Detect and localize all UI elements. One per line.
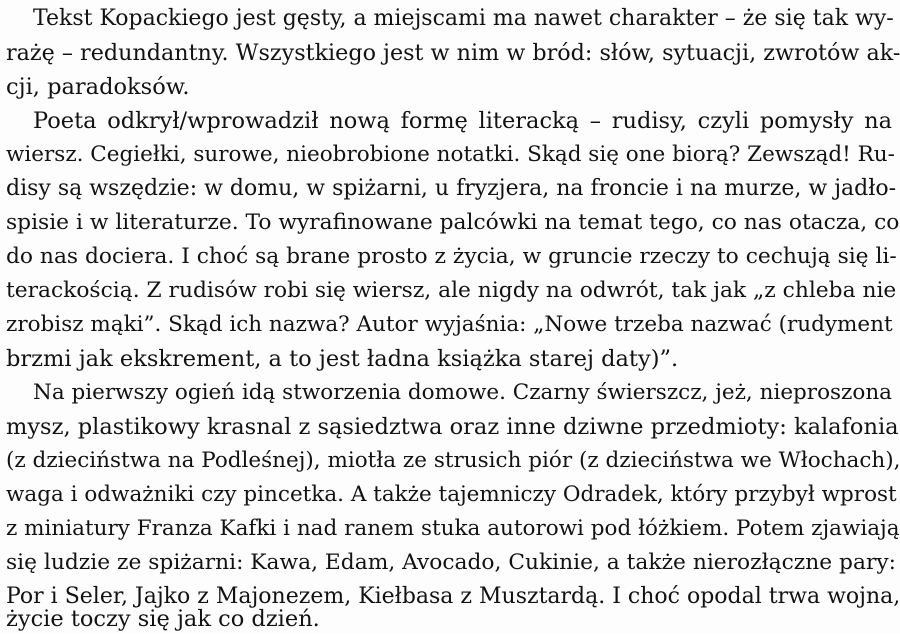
text-line: życie toczy się jak co dzień. xyxy=(6,606,320,632)
text-line: (z dzieciństwa na Podleśnej), miotła ze strusich piór (z dzieciństwa we Włochach), xyxy=(6,448,900,473)
text-line: wiersz. Cegiełki, surowe, nieobrobione notatki. Skąd się one biorą? Zewsząd! Ru- xyxy=(6,142,895,167)
text-line: spisie i w literaturze. To wyrafinowane palcówki na temat tego, co nas otacza, co xyxy=(6,210,900,235)
text-line: waga i odważniki czy pincetka. A także tajemniczy Odradek, który przybył wprost xyxy=(6,482,897,507)
text-line: rażę – redundantny. Wszystkiego jest w nim w bród: słów, sytuacji, zwrotów ak- xyxy=(6,40,900,66)
text-line: Poeta odkrył/wprowadził nową formę literacką – rudisy, czyli pomysły na xyxy=(33,108,892,134)
text-line: do nas dociera. I choć są brane prosto z życia, w gruncie rzeczy to cechują się li- xyxy=(6,244,897,269)
text-line: zrobisz mąki”. Skąd ich nazwa? Autor wyjaśnia: „Nowe trzeba nazwać (rudyment xyxy=(6,312,893,337)
text-line: Por i Seler, Jajko z Majonezem, Kiełbasa z Musztardą. I choć opodal trwa wojna, xyxy=(6,584,900,609)
text-line: z miniatury Franza Kafki i nad ranem stuka autorowi pod łóżkiem. Potem zjawiają xyxy=(6,516,900,541)
text-line: cji, paradoksów. xyxy=(6,74,190,100)
text-line: się ludzie ze spiżarni: Kawa, Edam, Avocado, Cukinie, a także nierozłączne pary: xyxy=(6,550,896,575)
text-line: mysz, plastikowy krasnal z sąsiedztwa oraz inne dziwne przedmioty: kalafonia xyxy=(6,414,899,440)
text-line: terackością. Z rudisów robi się wiersz, ale nigdy na odwrót, tak jak „z chleba nie xyxy=(6,278,897,303)
text-line: disy są wszędzie: w domu, w spiżarni, u fryzjera, na froncie i na murze, w jadło- xyxy=(6,176,897,201)
text-line: Na pierwszy ogień idą stworzenia domowe. Czarny świerszcz, jeż, nieproszona xyxy=(33,380,892,405)
text-line: Tekst Kopackiego jest gęsty, a miejscami ma nawet charakter – że się tak wy- xyxy=(33,6,894,31)
text-line: brzmi jak ekskrement, a to jest ładna książka starej daty)”. xyxy=(6,346,679,372)
